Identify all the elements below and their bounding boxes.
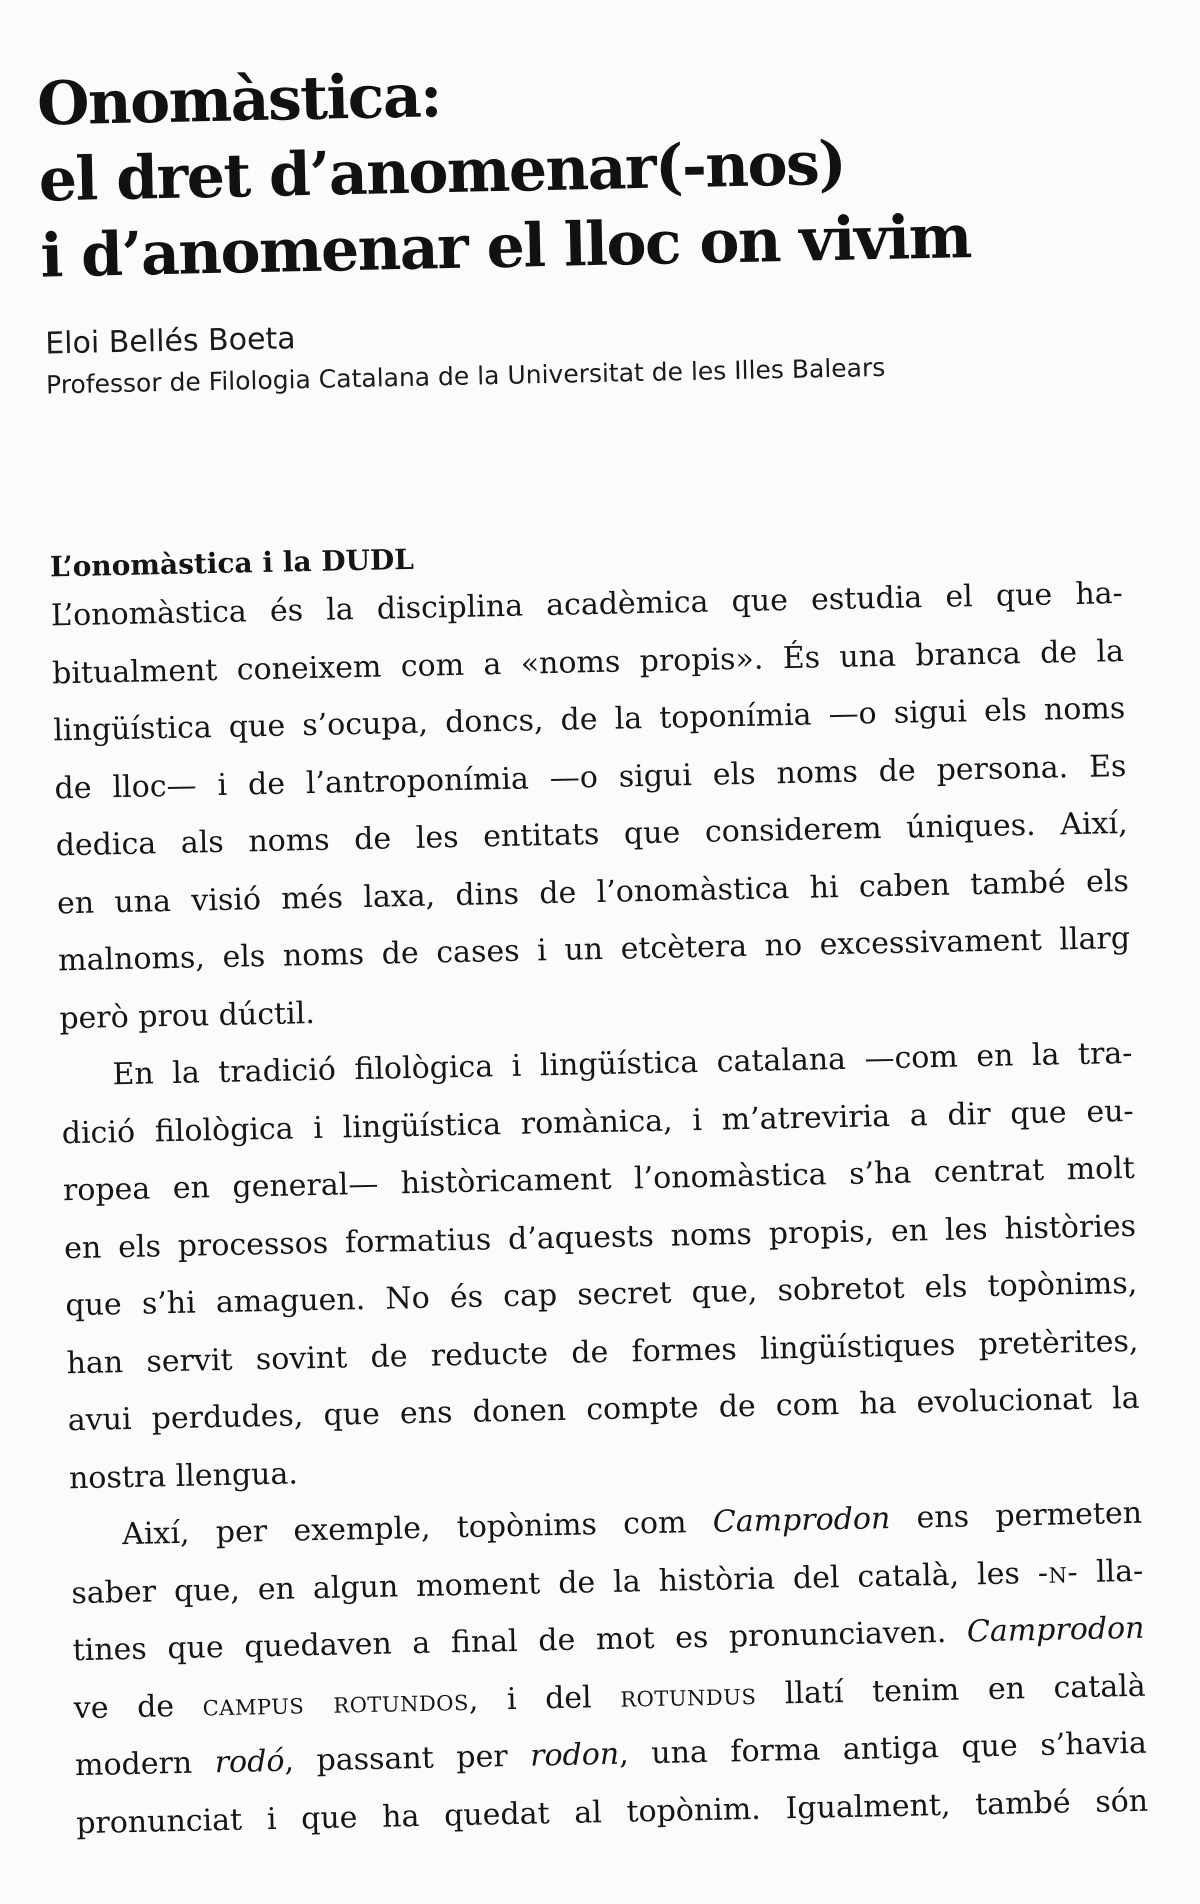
paragraph-1-line: però prou dúctil. <box>59 995 316 1036</box>
text-run: modern <box>74 1745 216 1784</box>
paragraph-1-line: malnoms, els noms de cases i un etcètera no excessivament llarg <box>57 920 1131 979</box>
author-affiliation: Professor de Filologia Catalana de la Universitat de les Illes Balears <box>45 352 886 400</box>
paragraph-2 <box>60 1025 1141 1507</box>
text-run: llatí tenim en català <box>755 1668 1146 1712</box>
article-body <box>50 525 1149 1852</box>
small-caps-term: rotundus <box>619 1676 757 1715</box>
paragraph-1-line: lingüística que s’ocupa, doncs, de la toponímia —o sigui els noms <box>53 690 1126 749</box>
small-caps-term: -n- <box>1037 1554 1079 1591</box>
italic-term: rodon <box>529 1736 620 1774</box>
text-run: , i del <box>468 1679 621 1718</box>
text-run: , passant per <box>284 1738 531 1779</box>
article-title <box>36 46 1041 295</box>
section-heading: L’onomàstica i la DUDL <box>49 542 415 584</box>
paragraph-2-line: han servit sovint de reducte de formes lingüístiques pretèrites, <box>66 1323 1139 1381</box>
paragraph-2-line: avui perdudes, que ens donen compte de com ha evolucionat la <box>67 1380 1140 1439</box>
paragraph-2-line: que s’hi amaguen. No és cap secret que, sobretot els topònims, <box>65 1265 1138 1324</box>
paragraph-1-line: de lloc— i de l’antroponímia —o sigui els noms de persona. Es <box>54 748 1127 806</box>
title-line-3: i d’anomenar el lloc on vivim <box>39 202 972 292</box>
text-run: tines que quedaven a final de mot es pronunciaven. <box>72 1614 968 1669</box>
paragraph-1-line: bitualment coneixem com a «noms propis». És una branca de la <box>51 633 1125 691</box>
paragraph-2-line: en els processos formatius d’aquests noms propis, en les històries <box>63 1208 1137 1266</box>
text-run: lla- <box>1077 1553 1144 1590</box>
italic-term: rodó <box>214 1743 285 1781</box>
text-run: saber que, en algun moment de la història del català, les <box>71 1555 1039 1611</box>
paragraph-1-line: dedica als noms de les entitats que considerem úniques. Així, <box>55 805 1128 864</box>
text-run: , una forma antiga que s’havia <box>618 1725 1148 1772</box>
title-line-2: el dret d’anomenar(-nos) <box>38 128 846 216</box>
paragraph-1 <box>50 565 1131 1047</box>
italic-term: Camprodon <box>966 1610 1145 1650</box>
text-run: Així, per exemple, topònims com <box>121 1504 714 1553</box>
paragraph-3 <box>70 1485 1149 1852</box>
paragraph-2-line: ropea en general— històricament l’onomàstica s’ha centrat molt <box>62 1150 1136 1209</box>
paragraph-1-line: L’onomàstica és la disciplina acadèmica que estudia el que ha- <box>50 575 1124 634</box>
paragraph-1-line: en una visió més laxa, dins de l’onomàstica hi caben també els <box>56 863 1130 921</box>
text-run: ve de <box>73 1687 204 1726</box>
paragraph-2-line: En la tradició filològica i lingüística catalana —com en la tra- <box>112 1035 1133 1093</box>
author-name: Eloi Bellés Boeta <box>44 321 296 362</box>
paragraph-2-line: nostra llengua. <box>68 1455 299 1496</box>
small-caps-term: campus rotundos <box>202 1682 470 1723</box>
italic-term: Camprodon <box>712 1501 891 1540</box>
text-run: ens permeten <box>889 1495 1143 1537</box>
paragraph-3-line: pronunciat i que ha quedat al topònim. Igualment, també són <box>75 1783 1149 1841</box>
title-line-1: Onomàstica: <box>36 61 442 140</box>
paragraph-2-line: dició filològica i lingüística romànica, i m’atreviria a dir que eu- <box>61 1093 1134 1151</box>
